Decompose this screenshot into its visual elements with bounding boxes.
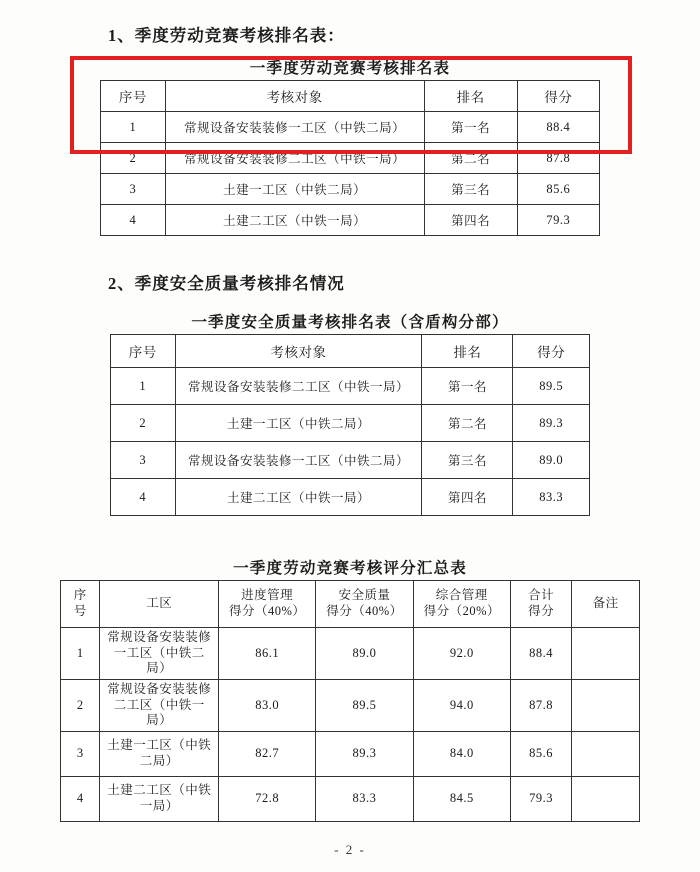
cell-comprehensive: 94.0 <box>413 679 510 731</box>
cell-note <box>572 776 640 821</box>
cell-total: 85.6 <box>510 731 571 776</box>
cell-score: 89.0 <box>513 442 590 479</box>
cell-object: 常规设备安装装修一工区（中铁二局） <box>175 442 422 479</box>
summary-table-scores <box>60 580 640 822</box>
column-header-total: 合计 得分 <box>510 581 571 628</box>
cell-safety: 89.5 <box>316 679 413 731</box>
column-header-comprehensive: 综合管理 得分（20%） <box>413 581 510 628</box>
column-header-zone: 工区 <box>100 581 219 628</box>
table-row <box>111 405 590 442</box>
cell-no: 3 <box>101 174 166 205</box>
cell-note <box>572 679 640 731</box>
cell-score: 83.3 <box>513 479 590 516</box>
table-row <box>61 679 640 731</box>
section-heading-2: 2、季度安全质量考核排名情况 <box>108 274 345 293</box>
cell-no: 3 <box>111 442 176 479</box>
cell-no: 2 <box>101 143 166 174</box>
table1-title: 一季度劳动竞赛考核排名表 <box>249 60 451 77</box>
table-row <box>101 112 600 143</box>
table3-title: 一季度劳动竞赛考核评分汇总表 <box>233 560 467 577</box>
cell-object: 土建一工区（中铁二局） <box>175 405 422 442</box>
column-header-score: 得分 <box>517 81 599 112</box>
column-header-object: 考核对象 <box>175 335 422 368</box>
page-number: - 2 - <box>334 842 366 857</box>
cell-rank: 第二名 <box>424 143 517 174</box>
cell-rank: 第四名 <box>424 205 517 236</box>
column-header-no: 序号 <box>111 335 176 368</box>
cell-total: 79.3 <box>510 776 571 821</box>
cell-no: 2 <box>111 405 176 442</box>
ranking-table-safety-quality <box>110 334 590 516</box>
column-header-safety: 安全质量 得分（40%） <box>316 581 413 628</box>
cell-progress: 72.8 <box>218 776 315 821</box>
cell-zone: 常规设备安装装修 一工区（中铁二局） <box>100 628 219 680</box>
cell-score: 85.6 <box>517 174 599 205</box>
cell-comprehensive: 92.0 <box>413 628 510 680</box>
cell-safety: 89.0 <box>316 628 413 680</box>
table-row <box>101 143 600 174</box>
cell-object: 土建一工区（中铁二局） <box>165 174 424 205</box>
column-header-rank: 排名 <box>422 335 513 368</box>
cell-object: 土建二工区（中铁一局） <box>175 479 422 516</box>
cell-no: 1 <box>111 368 176 405</box>
cell-no: 4 <box>101 205 166 236</box>
table1-block <box>50 56 650 236</box>
cell-safety: 89.3 <box>316 731 413 776</box>
cell-no: 3 <box>61 731 100 776</box>
cell-rank: 第三名 <box>424 174 517 205</box>
cell-score: 89.3 <box>513 405 590 442</box>
column-header-rank: 排名 <box>424 81 517 112</box>
table-row <box>111 442 590 479</box>
column-header-no: 序 号 <box>61 581 100 628</box>
table3-block <box>50 556 650 822</box>
table2-block <box>50 310 650 516</box>
cell-score: 79.3 <box>517 205 599 236</box>
cell-progress: 82.7 <box>218 731 315 776</box>
table-row <box>101 174 600 205</box>
cell-no: 4 <box>61 776 100 821</box>
cell-rank: 第一名 <box>424 112 517 143</box>
cell-no: 2 <box>61 679 100 731</box>
cell-score: 89.5 <box>513 368 590 405</box>
cell-rank: 第一名 <box>422 368 513 405</box>
table-row <box>111 368 590 405</box>
cell-zone: 常规设备安装装修 二工区（中铁一局） <box>100 679 219 731</box>
column-header-note: 备注 <box>572 581 640 628</box>
column-header-score: 得分 <box>513 335 590 368</box>
cell-note <box>572 731 640 776</box>
table-row <box>61 776 640 821</box>
ranking-table-labor-competition <box>100 80 600 236</box>
table2-title: 一季度安全质量考核排名表（含盾构分部） <box>191 314 509 331</box>
cell-comprehensive: 84.0 <box>413 731 510 776</box>
cell-score: 87.8 <box>517 143 599 174</box>
cell-safety: 83.3 <box>316 776 413 821</box>
column-header-no: 序号 <box>101 81 166 112</box>
cell-no: 1 <box>101 112 166 143</box>
cell-note <box>572 628 640 680</box>
table-header-row <box>111 335 590 368</box>
cell-object: 常规设备安装装修二工区（中铁一局） <box>165 143 424 174</box>
column-header-object: 考核对象 <box>165 81 424 112</box>
cell-comprehensive: 84.5 <box>413 776 510 821</box>
cell-no: 4 <box>111 479 176 516</box>
cell-object: 常规设备安装装修二工区（中铁一局） <box>175 368 422 405</box>
cell-object: 常规设备安装装修一工区（中铁二局） <box>165 112 424 143</box>
cell-zone: 土建一工区（中铁 二局） <box>100 731 219 776</box>
cell-rank: 第二名 <box>422 405 513 442</box>
table-header-row <box>101 81 600 112</box>
cell-zone: 土建二工区（中铁 一局） <box>100 776 219 821</box>
cell-rank: 第四名 <box>422 479 513 516</box>
table-row <box>61 628 640 680</box>
cell-total: 87.8 <box>510 679 571 731</box>
column-header-progress: 进度管理 得分（40%） <box>218 581 315 628</box>
cell-rank: 第三名 <box>422 442 513 479</box>
cell-no: 1 <box>61 628 100 680</box>
cell-total: 88.4 <box>510 628 571 680</box>
table-row <box>111 479 590 516</box>
table-row <box>101 205 600 236</box>
table-row <box>61 731 640 776</box>
cell-object: 土建二工区（中铁一局） <box>165 205 424 236</box>
cell-progress: 86.1 <box>218 628 315 680</box>
cell-score: 88.4 <box>517 112 599 143</box>
cell-progress: 83.0 <box>218 679 315 731</box>
section-heading-1: 1、季度劳动竞赛考核排名表： <box>108 26 345 45</box>
table-header-row <box>61 581 640 628</box>
